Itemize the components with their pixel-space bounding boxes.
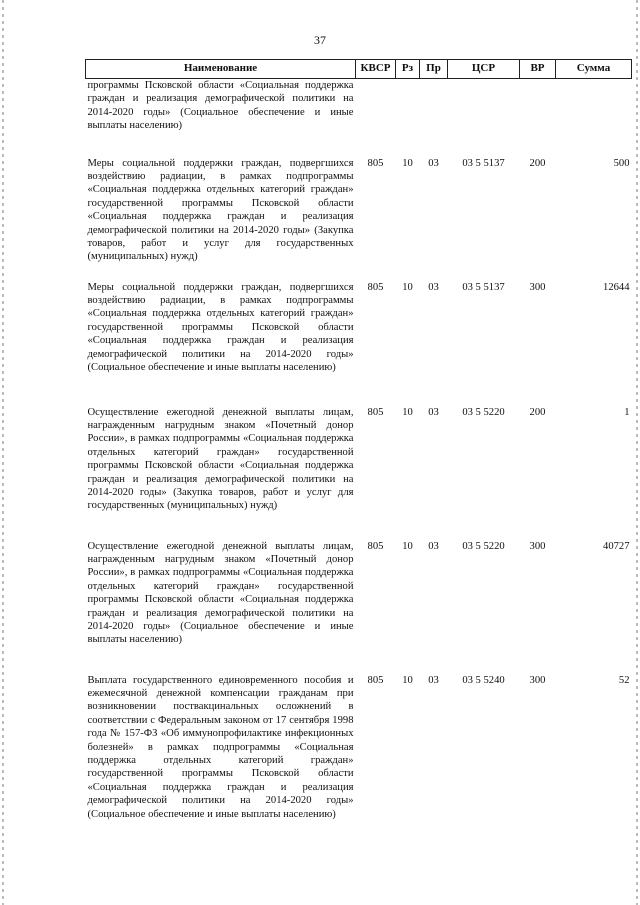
row-sum: 500 (613, 157, 630, 169)
header-vr: ВР (520, 60, 556, 79)
row-name: Выплата государственного единовременного пособия и ежемесячной денежной компенсации гражданам при возникновении поствакцинальных осложнений в соответствии с Федеральным законом от 17 сентября 1998 года № 157-ФЗ «Об иммунопрофилактике инфекционных болезней» в рамках подпрограммы «Социальная поддержка отдельных категорий граждан» государственной программы Псковской области «Социальная поддержка граждан и реализация демографической политики на 2014-2020 годы» (Социальное обеспечение и иные выплаты населению) (87, 674, 354, 820)
row-sum: 52 (618, 674, 630, 686)
row-kvsr: 805 (367, 281, 384, 293)
table-header (86, 60, 632, 79)
header-csr: ЦСР (448, 60, 520, 79)
row-rz: 10 (402, 281, 413, 293)
row-sum: 1 (624, 406, 630, 418)
header-sum: Сумма (556, 60, 632, 79)
table-row (86, 157, 632, 281)
row-rz: 10 (402, 674, 413, 686)
header-kvsr: КВСР (356, 60, 396, 79)
header-rz: Рз (396, 60, 420, 79)
row-pr: 03 (428, 157, 439, 169)
scan-edge-left (2, 0, 4, 905)
header-name: Наименование (86, 60, 356, 79)
row-sum: 40727 (603, 540, 630, 552)
budget-table (85, 59, 632, 850)
row-csr: 03 5 5220 (462, 406, 505, 418)
row-csr (448, 79, 520, 157)
table-row (86, 674, 632, 850)
row-rz (396, 79, 420, 157)
row-rz: 10 (402, 406, 413, 418)
table-row (86, 406, 632, 540)
row-csr: 03 5 5137 (462, 157, 505, 169)
row-vr: 300 (529, 281, 546, 293)
table-row (86, 79, 632, 157)
row-name: программы Псковской области «Социальная поддержка граждан и реализация демографической политики на 2014-2020 годы» (Социальное обеспечение и иные выплаты населению) (87, 80, 354, 132)
row-pr (420, 79, 448, 157)
row-vr (520, 79, 556, 157)
row-name: Меры социальной поддержки граждан, подвергшихся воздействию радиации, в рамках подпрограммы «Социальная поддержка отдельных категорий граждан» государственной программы Псковской области «Социальная поддержка граждан и реализация демографической политики на 2014-2020 годы» (Закупка товаров, работ и услуг для государственных (муниципальных) нужд) (87, 157, 354, 263)
row-csr: 03 5 5240 (462, 674, 505, 686)
row-name: Осуществление ежегодной денежной выплаты лицам, награжденным нагрудным знаком «Почетный донор России», в рамках подпрограммы «Социальная поддержка отдельных категорий граждан» государственной программы Псковской области «Социальная поддержка граждан и реализация демографической политики на 2014-2020 годы» (Социальное обеспечение и иные выплаты населению) (87, 540, 354, 646)
table-row (86, 540, 632, 674)
row-pr: 03 (428, 540, 439, 552)
row-pr: 03 (428, 674, 439, 686)
row-rz: 10 (402, 540, 413, 552)
row-kvsr (356, 79, 396, 157)
row-vr: 300 (529, 674, 546, 686)
row-csr: 03 5 5220 (462, 540, 505, 552)
row-kvsr: 805 (367, 540, 384, 552)
header-pr: Пр (420, 60, 448, 79)
row-rz: 10 (402, 157, 413, 169)
row-kvsr: 805 (367, 406, 384, 418)
row-pr: 03 (428, 406, 439, 418)
page-number: 37 (314, 33, 326, 47)
row-name: Меры социальной поддержки граждан, подвергшихся воздействию радиации, в рамках подпрограммы «Социальная поддержка отдельных категорий граждан» государственной программы Псковской области «Социальная поддержка граждан и реализация демографической политики на 2014-2020 годы» (Социальное обеспечение и иные выплаты населению) (87, 281, 354, 373)
row-sum (556, 79, 632, 157)
table-row (86, 281, 632, 406)
row-kvsr: 805 (367, 674, 384, 686)
row-vr: 300 (529, 540, 546, 552)
row-sum: 12644 (603, 281, 630, 293)
row-vr: 200 (529, 406, 546, 418)
scan-edge-right (636, 0, 638, 905)
row-vr: 200 (529, 157, 546, 169)
row-name: Осуществление ежегодной денежной выплаты лицам, награжденным нагрудным знаком «Почетный донор России», в рамках подпрограммы «Социальная поддержка отдельных категорий граждан» государственной программы Псковской области «Социальная поддержка граждан и реализация демографической политики на 2014-2020 годы» (Закупка товаров, работ и услуг для государственных (муниципальных) нужд) (87, 406, 354, 512)
row-kvsr: 805 (367, 157, 384, 169)
row-csr: 03 5 5137 (462, 281, 505, 293)
row-pr: 03 (428, 281, 439, 293)
